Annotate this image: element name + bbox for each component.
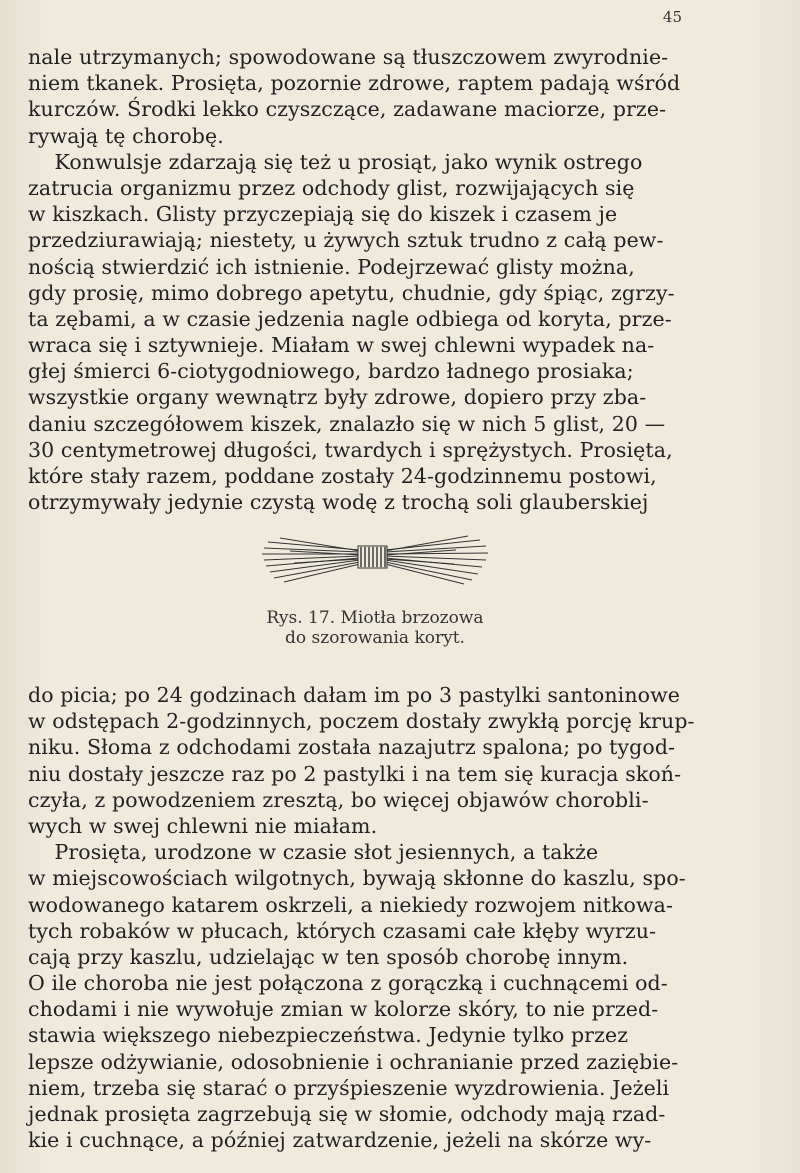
text-line: wych w swej chlewni nie miałam. [28,813,378,838]
text-line: niem tkanek. Prosięta, pozornie zdrowe, raptem padają wśród [28,71,681,96]
caption-line-2: do szorowania koryt. [285,628,465,648]
text-line: tych robaków w płucach, których czasami całe kłęby wyrzu- [28,918,657,943]
text-line: 30 centymetrowej długości, twardych i sprężystych. Prosięta, [28,437,673,462]
figure-birch-broom [240,520,510,648]
text-block-top [28,44,710,515]
text-line: Konwulsje zdarzają się też u prosiąt, jako wynik ostrego [28,149,643,174]
text-line: lepsze odżywianie, odosobnienie i ochranianie przed zaziębie- [28,1049,679,1074]
text-line: nale utrzymanych; spowodowane są tłuszczowem zwyrodnie- [28,45,669,69]
text-line: daniu szczegółowem kiszek, znalazło się w nich 5 glist, 20 — [28,411,666,436]
text-line: w miejscowościach wilgotnych, bywają skłonne do kaszlu, spo- [28,866,686,891]
text-line: w kiszkach. Glisty przyczepiają się do kiszek i czasem je [28,202,618,227]
figure-title: Miotła brzozowa [340,608,484,628]
text-line: niku. Słoma z odchodami została nazajutrz spalona; po tygod- [28,735,676,760]
text-block-bottom [28,682,710,1153]
figure-label: Rys. 17. [266,608,336,628]
text-line: przedziurawiają; niestety, u żywych sztuk trudno z całą pew- [28,228,664,253]
text-line: zatrucia organizmu przez odchody glist, rozwijających się [28,175,635,200]
caption-line-1 [240,608,510,628]
text-line: kie i cuchnące, a później zatwardzenie, jeżeli na skórze wy- [28,1128,652,1153]
text-line: jednak prosięta zagrzebują się w słomie, odchody mają rzad- [28,1102,666,1126]
text-line: które stały razem, poddane zostały 24-godzinnemu postowi, [28,464,657,488]
text-line: nością stwierdzić ich istnienie. Podejrzewać glisty można, [28,254,635,279]
page-number: 45 [662,8,682,26]
text-line: niem, trzeba się starać o przyśpieszenie wyzdrowienia. Jeżeli [28,1075,670,1100]
text-line: wszystkie organy wewnątrz były zdrowe, dopiero przy zba- [28,385,647,410]
text-line: chodami i nie wywołuje zmian w kolorze skóry, to nie przed- [28,997,659,1022]
text-line: wraca się i sztywnieje. Miałam w swej chlewni wypadek na- [28,333,655,358]
birch-broom-illustration [260,520,490,600]
text-line: wodowanego katarem oskrzeli, a niekiedy rozwojem nitkowa- [28,892,673,917]
text-line: stawia większego niebezpieczeństwa. Jedynie tylko przez [28,1023,629,1048]
text-line: cają przy kaszlu, udzielając w ten sposób chorobę innym. [28,944,629,969]
text-line: gdy prosię, mimo dobrego apetytu, chudnie, gdy śpiąc, zgrzy- [28,280,675,305]
text-line: głej śmierci 6-ciotygodniowego, bardzo ładnego prosiaka; [28,359,634,384]
text-line: kurczów. Środki lekko czyszczące, zadawane maciorze, prze- [28,97,667,122]
text-line: rywają tę chorobę. [28,123,224,148]
text-line: Prosięta, urodzone w czasie słot jesiennych, a także [28,840,599,865]
text-line: czyła, z powodzeniem zresztą, bo więcej objawów chorobli- [28,787,649,812]
text-line: w odstępach 2-godzinnych, poczem dostały zwykłą porcję krup- [28,709,695,734]
text-line: otrzymywały jedynie czystą wodę z trochą soli glauberskiej [28,490,649,515]
text-line: do picia; po 24 godzinach dałam im po 3 pastylki santoninowe [28,683,680,707]
text-line: niu dostały jeszcze raz po 2 pastylki i na tem się kuracja skoń- [28,761,682,786]
text-line: O ile choroba nie jest połączona z gorączką i cuchnącemi od- [28,971,668,996]
figure-caption [240,608,510,648]
text-line: ta zębami, a w czasie jedzenia nagle odbiega od koryta, prze- [28,306,672,331]
